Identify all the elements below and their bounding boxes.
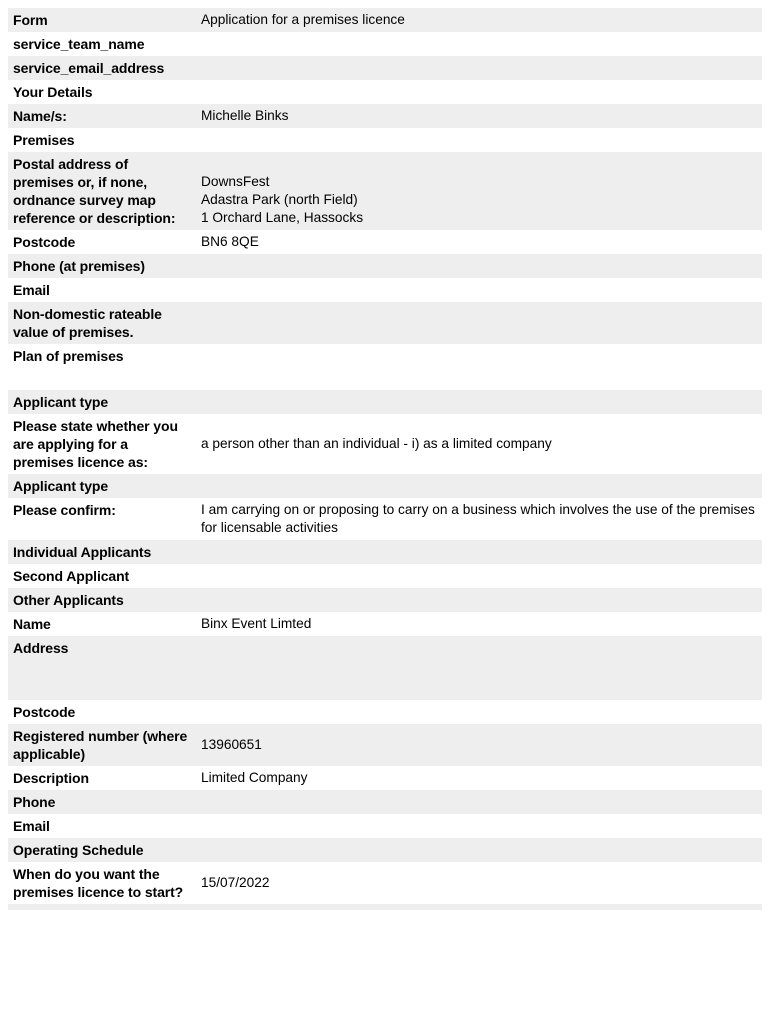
form-row-licence-start (8, 862, 762, 904)
form-row-form (8, 8, 762, 32)
field-label: Postcode (13, 704, 76, 720)
field-label: Name/s: (13, 108, 67, 124)
form-row-applicant-type-heading (8, 390, 762, 414)
form-row-please-confirm (8, 498, 762, 540)
form-row-your-details (8, 80, 762, 104)
field-value (196, 540, 762, 564)
field-label: Form (13, 12, 48, 28)
section-heading: Your Details (13, 84, 93, 100)
section-heading: Applicant type (13, 478, 109, 494)
field-label: Phone (at premises) (13, 258, 145, 274)
form-row-address (8, 636, 762, 700)
section-heading: Premises (13, 132, 75, 148)
section-heading: Applicant type (13, 394, 109, 410)
form-row-applicant-type (8, 474, 762, 498)
field-value (196, 838, 762, 862)
form-row-operating-schedule (8, 838, 762, 862)
field-value (196, 32, 762, 56)
field-label: service_email_address (13, 60, 165, 76)
application-form-table (8, 8, 762, 910)
form-row-phone-at-premises (8, 254, 762, 278)
field-label: Please state whether you are applying for a premises licence as: (13, 418, 178, 470)
field-value (196, 278, 762, 302)
field-value: I am carrying on or proposing to carry on a business which involves the use of the premises for licensable activities (201, 502, 755, 535)
field-label: Please confirm: (13, 502, 116, 518)
form-row-description (8, 766, 762, 790)
form-row-rateable-value (8, 302, 762, 344)
field-value (196, 474, 762, 498)
section-heading: Operating Schedule (13, 842, 144, 858)
field-value: BN6 8QE (201, 234, 259, 249)
field-value (196, 636, 762, 700)
field-value (196, 254, 762, 278)
field-value (196, 80, 762, 104)
field-label: Address (13, 640, 69, 656)
section-heading: Other Applicants (13, 592, 124, 608)
field-value (196, 564, 762, 588)
field-label: Email (13, 818, 50, 834)
form-row-phone (8, 790, 762, 814)
field-value (196, 56, 762, 80)
form-row-registered-number (8, 724, 762, 766)
field-value (196, 390, 762, 414)
form-row-service-team-name (8, 32, 762, 56)
field-value: Michelle Binks (201, 108, 289, 123)
field-label: Postcode (13, 234, 76, 250)
field-label: When do you want the premises licence to start? (13, 866, 184, 900)
form-row-service-email-address (8, 56, 762, 80)
form-row-plan-of-premises (8, 344, 762, 390)
field-label: service_team_name (13, 36, 145, 52)
field-value: a person other than an individual - i) as a limited company (201, 436, 552, 451)
form-row-second-applicant (8, 564, 762, 588)
field-value: Application for a premises licence (201, 12, 405, 27)
field-value: 13960651 (201, 737, 262, 752)
field-value (196, 814, 762, 838)
field-label: Non-domestic rateable value of premises. (13, 306, 162, 340)
field-label (8, 904, 196, 910)
field-value (196, 588, 762, 612)
field-label: Postal address of premises or, if none, ordnance survey map reference or description: (13, 156, 176, 226)
field-value (196, 128, 762, 152)
form-row-other-applicants (8, 588, 762, 612)
field-label: Registered number (where applicable) (13, 728, 188, 762)
field-value: Binx Event Limted (201, 616, 312, 631)
form-row-individual-applicants (8, 540, 762, 564)
field-value (196, 302, 762, 344)
field-label: Name (13, 616, 51, 632)
field-value (196, 700, 762, 724)
form-row-applying-as (8, 414, 762, 474)
section-heading: Second Applicant (13, 568, 130, 584)
field-value: 15/07/2022 (201, 875, 270, 890)
field-label: Plan of premises (13, 348, 124, 364)
field-label: Phone (13, 794, 56, 810)
field-value (196, 344, 762, 390)
form-row-applicant-email (8, 814, 762, 838)
section-heading: Individual Applicants (13, 544, 152, 560)
field-label: Email (13, 282, 50, 298)
form-row-applicant-postcode (8, 700, 762, 724)
field-value: DownsFest Adastra Park (north Field) 1 Orchard Lane, Hassocks (201, 174, 364, 225)
form-row-premises (8, 128, 762, 152)
form-row-name (8, 612, 762, 636)
field-value: Limited Company (201, 770, 308, 785)
form-row-postal-address (8, 152, 762, 230)
form-row-partial (8, 904, 762, 910)
field-value (196, 904, 762, 910)
form-row-email (8, 278, 762, 302)
field-label: Description (13, 770, 89, 786)
form-row-postcode (8, 230, 762, 254)
form-row-names (8, 104, 762, 128)
field-value (196, 790, 762, 814)
